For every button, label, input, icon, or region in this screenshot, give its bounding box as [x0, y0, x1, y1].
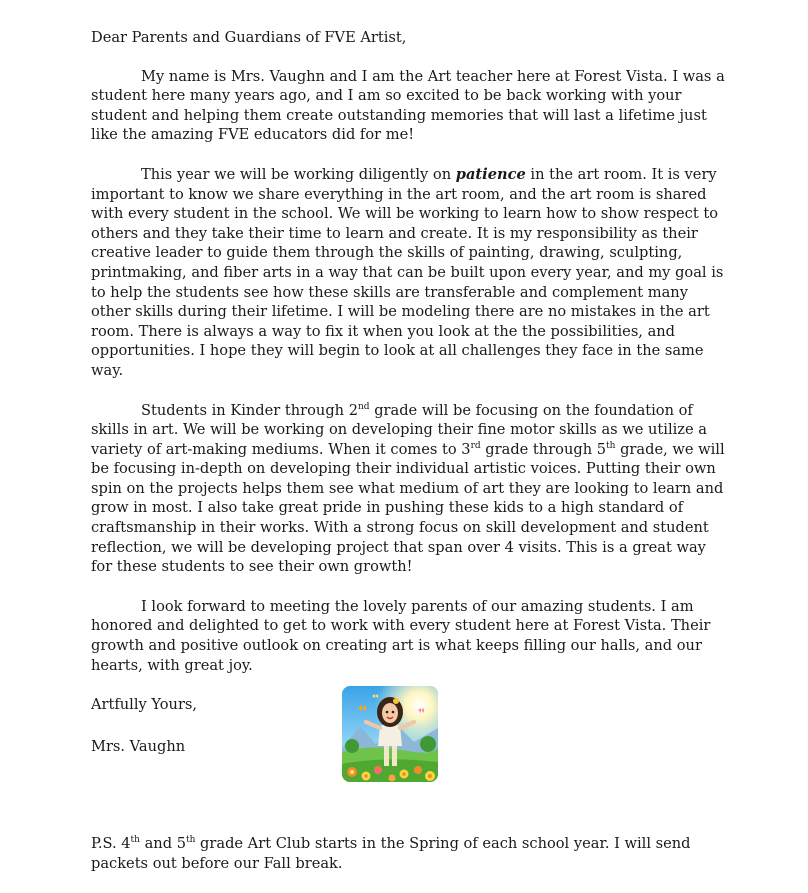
- ordinal-suffix: th: [185, 835, 196, 846]
- paragraph-intro: My name is Mrs. Vaughn and I am the Art teacher here at Forest Vista. I was a student here many years ago, and I am so excited to be back working with your student and helping them create outstanding memories that will last a lifetime just like the amazing FVE educators did for me!: [91, 67, 725, 144]
- paragraph-patience: [91, 165, 731, 381]
- paragraph-grades-part-d: grade, we will be focusing in-depth on developing their individual artistic voices. Putting their own spin on the projects helps them see what medium of art they are looking to learn and grow in most. I also take great pride in pushing these kids to a high standard of craftsmanship in their works. With a strong focus on skill development and student reflection, we will be developing project that span over 4 visits. This is a great way for these students to see their own growth!: [91, 440, 725, 576]
- paragraph-closing-thoughts: I look forward to meeting the lovely parents of our amazing students. I am honored and delighted to get to work with every student here at Forest Vista. Their growth and positive outlook on creating art is what keeps filling our halls, and our hearts, with great joy.: [91, 597, 711, 674]
- paragraph-patience-start: This year we will be working diligently on: [141, 165, 456, 183]
- paragraph-grades-part-a: Students in Kinder through 2: [141, 401, 358, 419]
- postscript-part-c: grade Art Club starts in the Spring of each school year. I will send packets out before our Fall break.: [91, 835, 691, 872]
- ordinal-suffix: th: [606, 440, 616, 451]
- postscript-part-a: P.S. 4: [91, 835, 131, 852]
- paragraph-grades: [91, 401, 731, 577]
- closing-block: [91, 695, 731, 813]
- avatar-illustration: [342, 686, 438, 782]
- paragraph-grades-part-c: grade through 5: [480, 440, 607, 458]
- emphasis-patience: patience: [455, 165, 526, 183]
- ordinal-suffix: th: [130, 835, 140, 846]
- postscript-part-b: and 5: [139, 835, 186, 852]
- postscript: [91, 834, 751, 873]
- ordinal-suffix: rd: [470, 440, 481, 451]
- salutation: Dear Parents and Guardians of FVE Artist,: [91, 29, 407, 46]
- closing-line: Artfully Yours,: [91, 696, 198, 714]
- paragraph-patience-end: in the art room. It is very important to know we share everything in the art room, and the art room is shared with every student in the school. We will be working to learn how to show respect to others and they take their time to learn and create. It is my responsibility as their creative leader to guide them through the skills of painting, drawing, sculpting, printmaking, and fiber arts in a way that can be built upon every year, and my goal is to help the students see how these skills are transferable and complement many other skills during their lifetime. I will be modeling there are no mistakes in the art room. There is always a way to fix it when you look at the the possibilities, and opportunities. I hope they will begin to look at all challenges they face in the same way.: [91, 165, 724, 379]
- ordinal-suffix: nd: [358, 401, 370, 412]
- letter-body: [91, 28, 731, 813]
- signature-name: Mrs. Vaughn: [91, 738, 186, 756]
- paragraph-grades-part-b: grade will be focusing on the foundation of skills in art. We will be working on developing their fine motor skills as we utilize a variety of art-making mediums. When it comes to 3: [91, 401, 707, 458]
- teacher-avatar-image: [342, 686, 438, 782]
